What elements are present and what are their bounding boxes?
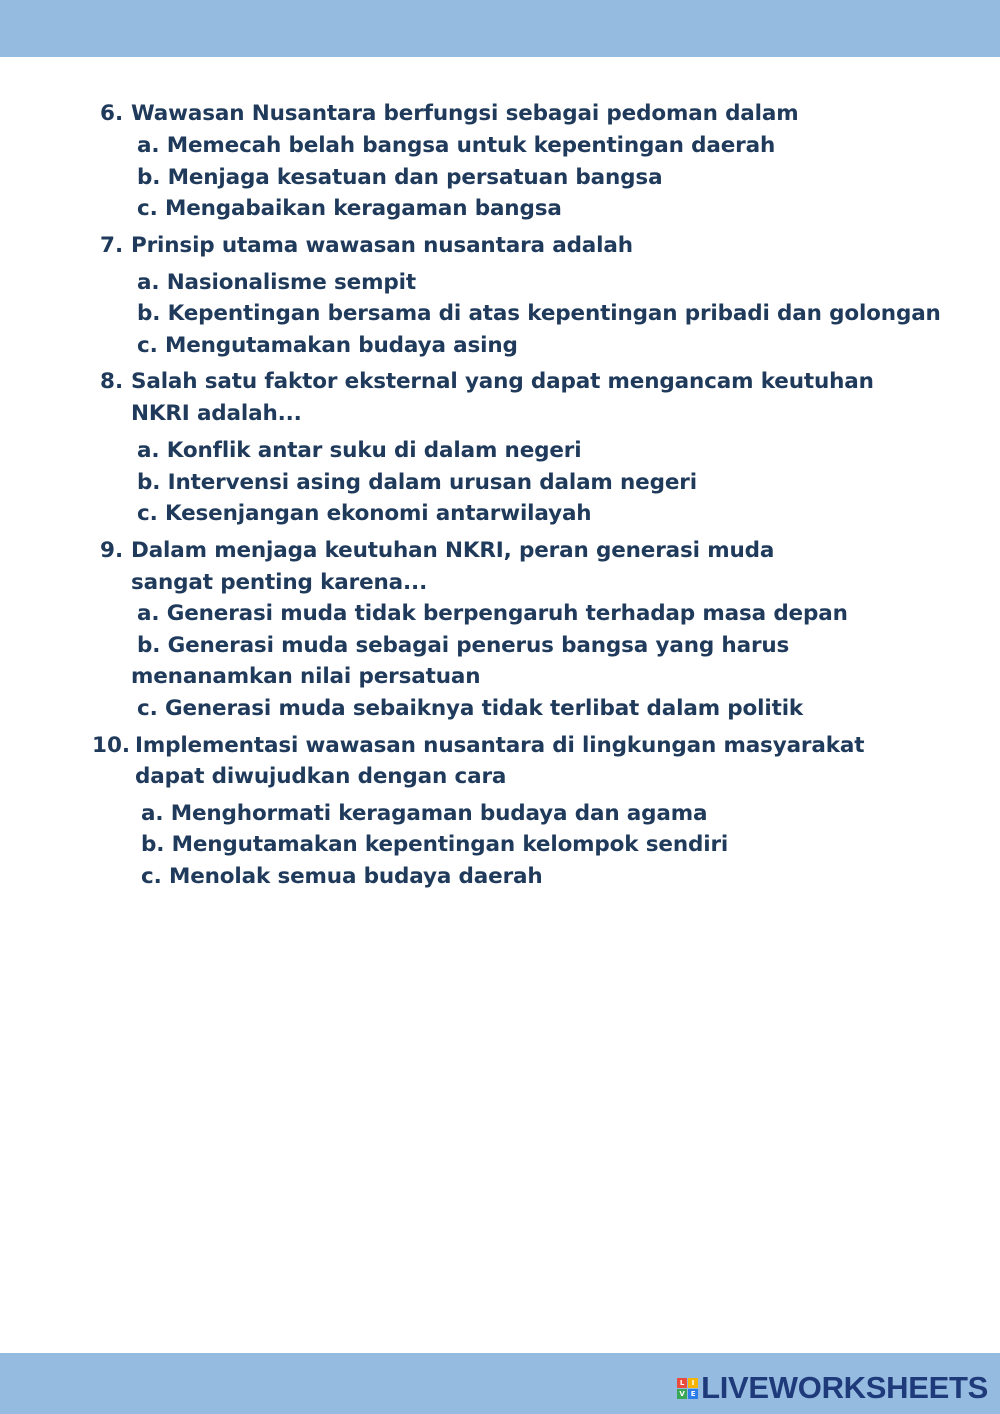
logo-mark-letter: L: [677, 1378, 687, 1388]
answer-option-8a[interactable]: a. Konflik antar suku di dalam negeri: [137, 438, 582, 463]
answer-option-7a[interactable]: a. Nasionalisme sempit: [137, 270, 416, 295]
answer-option-9c[interactable]: c. Generasi muda sebaiknya tidak terlibat dalam politik: [137, 696, 804, 721]
answer-option-9b-continued[interactable]: menanamkan nilai persatuan: [131, 664, 481, 689]
question-text: Wawasan Nusantara berfungsi sebagai pedoman dalam: [131, 101, 799, 126]
liveworksheets-logo[interactable]: [677, 1370, 988, 1406]
question-text: Prinsip utama wawasan nusantara adalah: [131, 233, 633, 258]
answer-option-10b[interactable]: b. Mengutamakan kepentingan kelompok sendiri: [141, 832, 729, 857]
answer-option-9a[interactable]: a. Generasi muda tidak berpengaruh terhadap masa depan: [137, 601, 848, 626]
answer-option-9b[interactable]: b. Generasi muda sebagai penerus bangsa yang harus: [137, 633, 790, 658]
logo-mark-letter: V: [677, 1389, 687, 1399]
answer-option-6c[interactable]: c. Mengabaikan keragaman bangsa: [137, 196, 562, 221]
answer-option-8c[interactable]: c. Kesenjangan ekonomi antarwilayah: [137, 501, 592, 526]
logo-text: LIVEWORKSHEETS: [701, 1370, 988, 1405]
answer-option-6b[interactable]: b. Menjaga kesatuan dan persatuan bangsa: [137, 165, 663, 190]
answer-option-7b[interactable]: b. Kepentingan bersama di atas kepentingan pribadi dan golongan: [137, 301, 941, 326]
question-text: Implementasi wawasan nusantara di lingkungan masyarakat: [135, 733, 865, 758]
question-text: Dalam menjaga keutuhan NKRI, peran generasi muda: [131, 538, 775, 563]
question-text: Salah satu faktor eksternal yang dapat mengancam keutuhan: [131, 369, 874, 394]
liveworksheets-logo-icon: [677, 1378, 698, 1399]
answer-option-10a[interactable]: a. Menghormati keragaman budaya dan agama: [141, 801, 708, 826]
question-number: 6.: [100, 101, 124, 126]
answer-option-7c[interactable]: c. Mengutamakan budaya asing: [137, 333, 518, 358]
question-number: 10.: [92, 733, 131, 758]
question-number: 8.: [100, 369, 124, 394]
question-text: NKRI adalah...: [131, 401, 302, 426]
answer-option-6a[interactable]: a. Memecah belah bangsa untuk kepentingan daerah: [137, 133, 776, 158]
logo-mark-letter: E: [688, 1389, 698, 1399]
question-text: sangat penting karena...: [131, 570, 428, 595]
answer-option-10c[interactable]: c. Menolak semua budaya daerah: [141, 864, 543, 889]
logo-mark-letter: I: [688, 1378, 698, 1388]
question-number: 9.: [100, 538, 124, 563]
answer-option-8b[interactable]: b. Intervensi asing dalam urusan dalam negeri: [137, 470, 697, 495]
question-number: 7.: [100, 233, 124, 258]
question-text: dapat diwujudkan dengan cara: [135, 764, 507, 789]
